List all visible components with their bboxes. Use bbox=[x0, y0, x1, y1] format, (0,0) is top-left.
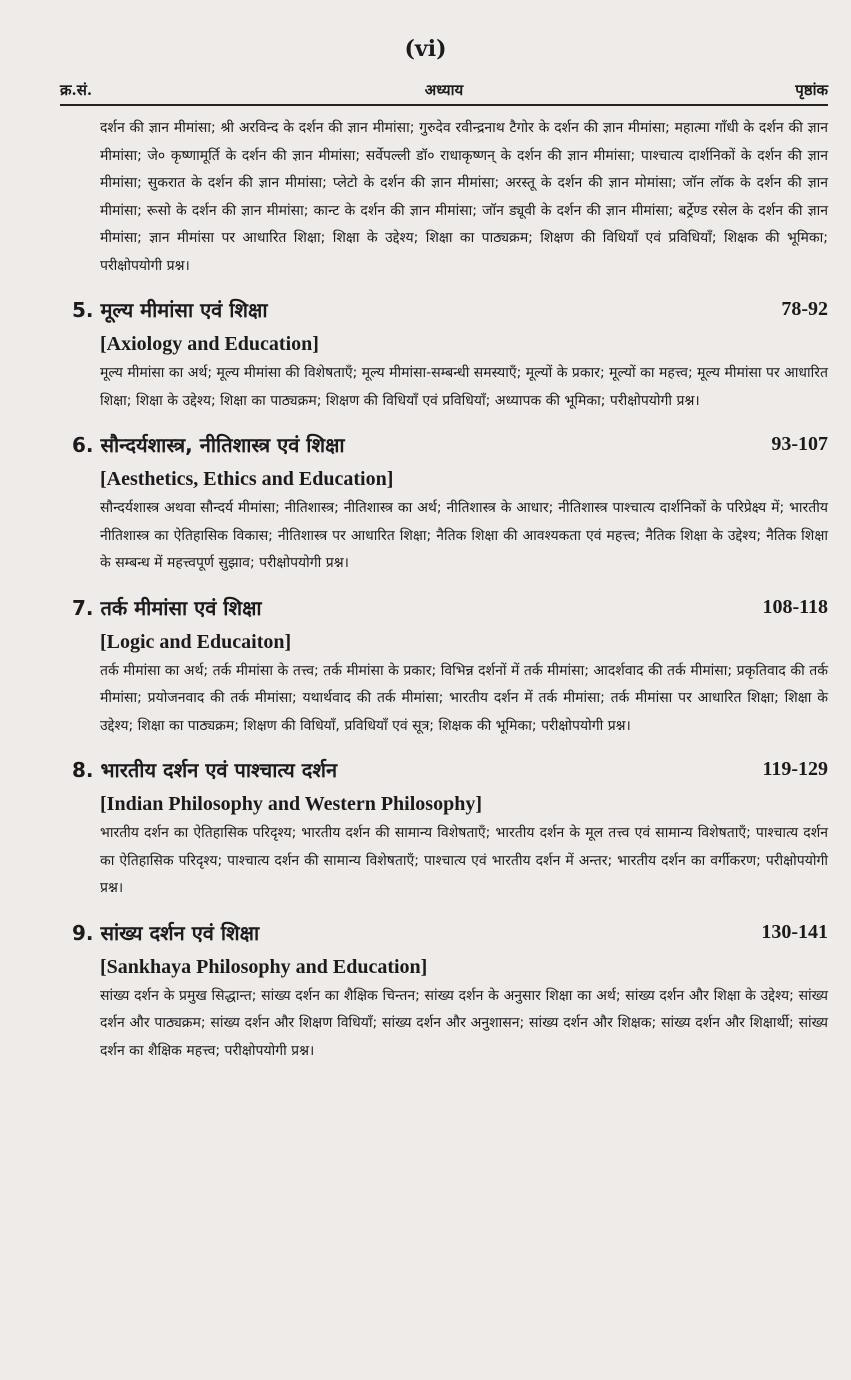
chapter-pages: 78-92 bbox=[781, 298, 828, 320]
header-chapter: अध्याय bbox=[424, 81, 464, 99]
chapter-title: 8. भारतीय दर्शन एवं पाश्चात्य दर्शन bbox=[72, 758, 338, 782]
chapter-title: 9. सांख्य दर्शन एवं शिक्षा bbox=[72, 920, 260, 945]
header-page-number: पृष्ठांक bbox=[795, 81, 828, 99]
chapter-title: 7. तर्क मीमांसा एवं शिक्षा bbox=[72, 595, 262, 620]
chapter-english-title: [Aesthetics, Ethics and Education] bbox=[100, 468, 394, 490]
chapter-english-title: [Axiology and Education] bbox=[100, 333, 319, 355]
chapter-description: सांख्य दर्शन के प्रमुख सिद्धान्त; सांख्य दर्शन का शैक्षिक चिन्तन; सांख्य दर्शन के अनुसार शिक्षा का अर्थ; सांख्य दर्शन और शिक्षा के उद्देश्य; सांख्य दर्शन और पाठ्यक्रम; सांख्य दर्शन और शिक्षण विधियाँ; सांख्य दर्शन और अनुशासन; सांख्य दर्शन और शिक्षक; सांख्य दर्शन और शिक्षार्थी; सांख्य दर्शन का शैक्षिक महत्त्व; परीक्षोपयोगी प्रश्न। bbox=[100, 987, 828, 1059]
chapter-entry-5 bbox=[60, 294, 828, 415]
chapter-entry-8 bbox=[60, 754, 828, 903]
chapter-title: 5. मूल्य मीमांसा एवं शिक्षा bbox=[72, 298, 268, 322]
header-serial-number: क्र.सं. bbox=[60, 81, 93, 99]
chapter-description: सौन्दर्यशास्त्र अथवा सौन्दर्य मीमांसा; नीतिशास्त्र; नीतिशास्त्र का अर्थ; नीतिशास्त्र के आधार; नीतिशास्त्र पाश्चात्य दार्शनिकों के परिप्रेक्ष्य में; भारतीय नीतिशास्त्र का ऐतिहासिक विकास; नीतिशास्त्र पर आधारित शिक्षा; नैतिक शिक्षा की आवश्यकता एवं महत्त्व; नैतिक शिक्षा के उद्देश्य; नैतिक शिक्षा के सम्बन्ध में महत्त्वपूर्ण सुझाव; परीक्षोपयोगी प्रश्न। bbox=[100, 500, 828, 571]
chapter-pages: 108-118 bbox=[762, 595, 828, 618]
chapter-title: 6. सौन्दर्यशास्त्र, नीतिशास्त्र एवं शिक्षा bbox=[72, 433, 345, 457]
chapter-entry-6 bbox=[60, 429, 828, 578]
chapter-entry-9 bbox=[60, 917, 828, 1066]
intro-paragraph: दर्शन की ज्ञान मीमांसा; श्री अरविन्द के दर्शन की ज्ञान मीमांसा; गुरुदेव रवीन्द्रनाथ टैगोर के दर्शन की ज्ञान मीमांसा; महात्मा गाँधी के दर्शन की ज्ञान मीमांसा; जे० कृष्णामूर्ति के दर्शन की ज्ञान मीमांसा; सर्वेपल्ली डॉ० राधाकृष्णन् के दर्शन की ज्ञान मीमांसा; पाश्चात्य दार्शनिकों के दर्शन की ज्ञान मीमांसा; सुकरात के दर्शन की ज्ञान मीमांसा; प्लेटो के दर्शन की ज्ञान मीमांसा; अरस्तू के दर्शन की ज्ञान मोमांसा; जॉन लॉक के दर्शन की ज्ञान मीमांसा; रूसो के दर्शन की ज्ञान मीमांसा; कान्ट के दर्शन की ज्ञान मीमांसा; जॉन ड्यूवी के दर्शन की ज्ञान मीमांसा; बर्ट्रेण्ड रसेल के दर्शन की ज्ञान मीमांसा; ज्ञान मीमांसा पर आधारित शिक्षा; शिक्षा के उद्देश्य; शिक्षा का पाठ्यक्रम; शिक्षण की विधियाँ एवं प्रविधियाँ; शिक्षक की भूमिका; परीक्षोपयोगी प्रश्न। bbox=[100, 120, 828, 274]
chapter-pages: 130-141 bbox=[761, 920, 828, 943]
chapter-pages: 93-107 bbox=[771, 433, 828, 455]
chapter-description: मूल्य मीमांसा का अर्थ; मूल्य मीमांसा की विशेषताएँ; मूल्य मीमांसा-सम्बन्धी समस्याएँ; मूल्यों के प्रकार; मूल्यों का महत्त्व; मूल्य मीमांसा पर आधारित शिक्षा; शिक्षा के उद्देश्य; शिक्षा का पाठ्यक्रम; शिक्षण की विधियाँ एवं प्रविधियाँ; अध्यापक की भूमिका; परीक्षोपयोगी प्रश्न। bbox=[100, 365, 828, 409]
chapter-entry-7 bbox=[60, 592, 828, 741]
chapter-description: भारतीय दर्शन का ऐतिहासिक परिदृश्य; भारतीय दर्शन की सामान्य विशेषताएँ; भारतीय दर्शन के मूल तत्त्व एवं सामान्य विशेषताएँ; पाश्चात्य दर्शन का ऐतिहासिक परिदृश्य; पाश्चात्य दर्शन की सामान्य विशेषताएँ; पाश्चात्य एवं भारतीय दर्शन में अन्तर; भारतीय दर्शन का वर्गीकरण; परीक्षोपयोगी प्रश्न। bbox=[100, 825, 828, 896]
toc-header bbox=[60, 78, 828, 104]
toc-content bbox=[60, 115, 828, 1065]
chapter-english-title: [Logic and Educaiton] bbox=[100, 630, 292, 653]
chapter-english-title: [Indian Philosophy and Western Philosophy] bbox=[100, 793, 482, 815]
header-divider bbox=[60, 104, 828, 106]
page-number: (vi) bbox=[404, 36, 447, 62]
chapter-description: तर्क मीमांसा का अर्थ; तर्क मीमांसा के तत्त्व; तर्क मीमांसा के प्रकार; विभिन्न दर्शनों में तर्क मीमांसा; आदर्शवाद की तर्क मीमांसा; प्रकृतिवाद की तर्क मीमांसा; प्रयोजनवाद की तर्क मीमांसा; यथार्थवाद की तर्क मीमांसा; भारतीय दर्शन में तर्क मीमांसा; तर्क मीमांसा पर आधारित शिक्षा; शिक्षा के उद्देश्य; शिक्षा का पाठ्यक्रम; शिक्षण की विधियाँ, प्रविधियाँ एवं सूत्र; शिक्षक की भूमिका; परीक्षोपयोगी प्रश्न। bbox=[100, 662, 828, 734]
chapter-pages: 119-129 bbox=[762, 758, 828, 780]
chapter-english-title: [Sankhaya Philosophy and Education] bbox=[100, 955, 428, 978]
